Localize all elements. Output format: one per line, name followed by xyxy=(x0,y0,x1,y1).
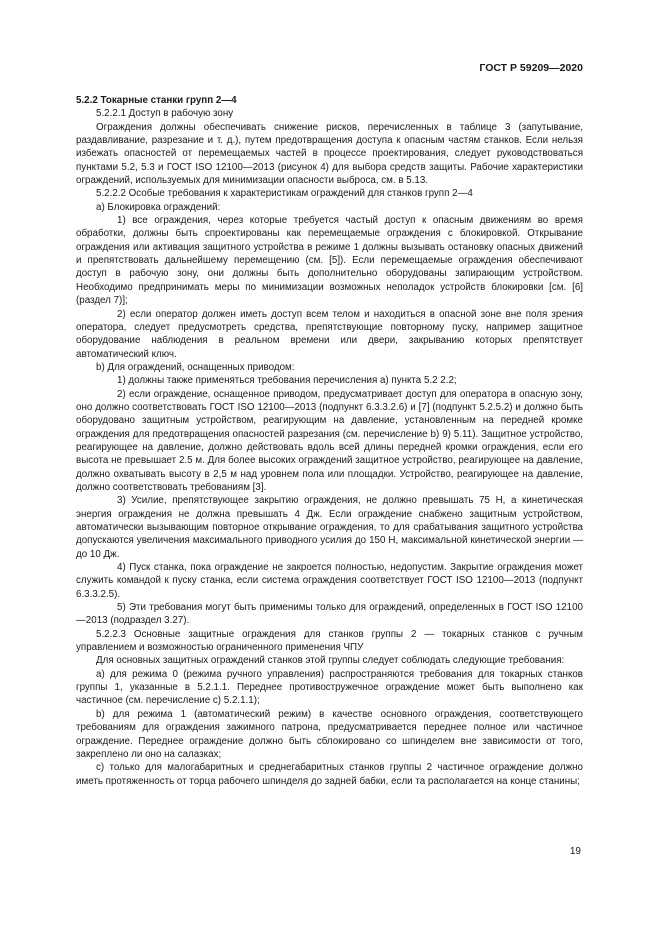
paragraph: a) Блокировка ограждений: xyxy=(96,201,221,213)
paragraph: 5) Эти требования могут быть применимы только для ограждений, определенных в ГОСТ ISO 12100—2013 (подраздел 3.27). xyxy=(76,602,583,627)
paragraph: Для основных защитных ограждений станков этой группы следует соблюдать следующие требования: xyxy=(96,655,565,667)
paragraph: 5.2.2.3 Основные защитные ограждения для станков группы 2 — токарных станков с ручным управлением и возможностью ограниченного применения ЧПУ xyxy=(76,628,583,654)
document-body xyxy=(76,94,583,788)
paragraph: a) для режима 0 (режима ручного управления) распространяются требования для токарных станков группы 1, указанные в 5.2.1.1. Переднее противостружечное ограждение может быть выполнено как частичное (см. перечисление c) 5.2.1.1); xyxy=(76,668,583,707)
paragraph: 5.2.2.2 Особые требования к характеристикам ограждений для станков групп 2—4 xyxy=(96,188,473,200)
paragraph: 3) Усилие, препятствующее закрытию ограждения, не должно превышать 75 Н, а кинетическая энергия ограждения не должна превышать 4 Дж. Если ограждение снабжено защитным устройством, автоматически вызывающим повторное открывание ограждения, то для срабатывания защитного устройства допускаются увеличения максимального приводного усилия до 150 Н, максимальной кинетической энергии — до 10 Дж. xyxy=(76,495,583,560)
paragraph: b) Для ограждений, оснащенных приводом: xyxy=(96,361,295,373)
paragraph: 5.2.2.1 Доступ в рабочую зону xyxy=(96,108,234,120)
paragraph: 2) если ограждение, оснащенное приводом, предусматривает доступ для оператора в опасную зону, оно должно соответствовать ГОСТ ISO 12100—2013 (подпункт 6.3.3.2.6) и [7] (подпункт 5.2.5.2) и должно быть оборудовано защитным устройством, реагирующим на давление, установленным на передней кромке ограждения для предотвращения опасностей разрезания (см. перечисление b) 9) 5.11). Защитное устройство, реагирующее на давление, должно действовать вдоль всей длины передней кромки ограждения, если его высота не превышает 2.5 м. Для более высоких ограждений защитное устройство, реагирующее на давление, должно охватывать высоту в 2,5 м над уровнем пола или площадки. Устройство, реагирующее на давление, должно соответствовать требованиям [3]. xyxy=(76,388,583,493)
paragraph: Ограждения должны обеспечивать снижение рисков, перечисленных в таблице 3 (запутывание, раздавливание, разрезание и т. д.), путем предотвращения доступа к опасным частям станков. Если нельзя избежать опасностей от перемещаемых частей в процессе проектирования, следует руководствоваться пунктами 5.2, 5.3 и ГОСТ ISO 12100—2013 (рисунок 4) для выбора средств защиты. Рабочие характеристики ограждений, используемых для минимизации опасности выброса, см. в 5.13. xyxy=(76,121,583,187)
paragraph: 1) должны также применяться требования перечисления а) пункта 5.2 2.2; xyxy=(117,375,457,387)
paragraph: 2) если оператор должен иметь доступ всем телом и находиться в опасной зоне вне поля зрения оператора, следует предусмотреть средства, препятствующие повторному пуску, например защитное оборудование наблюдения в реальном времени или двери, закрыванию которых препятствует автоматический ключ. xyxy=(76,308,583,360)
paragraph: 1) все ограждения, через которые требуется частый доступ к опасным движениям во время обработки, должны быть спроектированы как перемещаемые ограждения с блокировкой. Открывание ограждения или активация защитного устройства в режиме 1 должны вызывать остановку опасных движений и препятствовать дальнейшему перемещению (см. [5]). Если перемещаемые ограждения обеспечивают доступ в рабочую зону, они должны быть дополнительно оборудованы запирающим устройством. Необходимо предпринимать меры по минимизации возможных неполадок устройств блокировки [см. [6] (раздел 7)]; xyxy=(76,215,583,307)
paragraph: c) только для малогабаритных и среднегабаритных станков группы 2 частичное ограждение должно иметь протяженность от торца рабочего шпинделя до задней бабки, если та располагается на конце станины; xyxy=(76,762,583,787)
paragraph: b) для режима 1 (автоматический режим) в качестве основного ограждения, соответствующего требованиям для ограждения зажимного патрона, предусматривается переднее полное или частичное ограждение. Переднее ограждение должно быть сблокировано со шпинделем вне зависимости от того, закреплено ли оно на салазках; xyxy=(76,708,583,760)
paragraph: 4) Пуск станка, пока ограждение не закроется полностью, недопустим. Закрытие ограждения может служить командой к пуску станка, если система ограждения соответствует ГОСТ ISO 12100—2013 (подпункт 6.3.3.2.5). xyxy=(76,562,583,600)
page-number: 19 xyxy=(569,846,581,857)
paragraph: 5.2.2 Токарные станки групп 2—4 xyxy=(76,95,237,106)
document-id: ГОСТ Р 59209—2020 xyxy=(479,62,583,74)
